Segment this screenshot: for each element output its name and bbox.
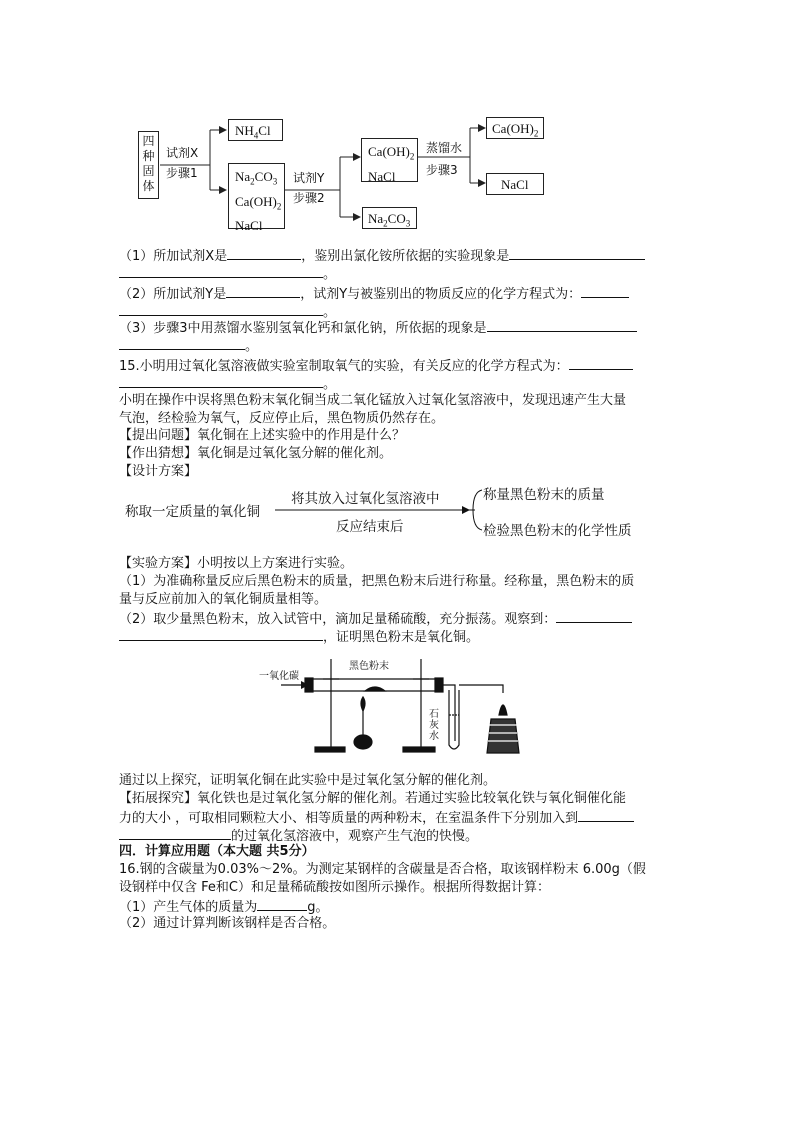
period: 。	[323, 305, 337, 320]
section-text: 氧化铁也是过氧化氢分解的催化剂。若通过实验比较氧化铁与氧化铜催化能	[197, 791, 627, 806]
nh4cl-part: Cl	[258, 123, 271, 138]
q16-text: （1）产生气体的质量为	[119, 900, 258, 915]
co-label: 一氧化碳	[259, 671, 299, 682]
q15-extension-line2	[119, 808, 634, 828]
q14-part1-line2	[119, 264, 336, 284]
answer-blank[interactable]	[487, 318, 637, 332]
formula-part: Na	[368, 211, 384, 226]
mix2-line	[368, 142, 417, 167]
formula-part: Ca(OH)	[492, 121, 534, 136]
mix1-line	[235, 216, 284, 235]
formula-part: Ca(OH)	[235, 193, 277, 209]
answer-blank[interactable]	[227, 246, 301, 260]
flowchart-lines	[0, 0, 794, 240]
mixture-1-box	[228, 163, 285, 234]
scheme-arrows	[270, 480, 490, 540]
scheme-above-text: 将其放入过氧化氢溶液中	[291, 491, 440, 507]
formula-part: NaCl	[235, 218, 263, 234]
q14-text: （2）所加试剂Y是	[119, 287, 227, 302]
formula-sub: 3	[272, 176, 278, 187]
q14-part3-line1	[119, 318, 637, 338]
apparatus-figure	[253, 645, 529, 757]
reagent-y-label: 试剂Y	[293, 171, 325, 185]
section4-heading: 四．计算应用题（本大题 共5分）	[119, 844, 315, 859]
q14-text: ，鉴别出氯化铵所依据的实验现象是	[301, 249, 510, 264]
q15-e2-line2	[119, 627, 479, 647]
nacl-box	[486, 173, 544, 195]
q15-text: 力的大小 ，可取相同颗粒大小、相等质量的两种粉末，在室温条件下分别加入到	[119, 811, 579, 826]
mixture-2-box	[361, 138, 418, 182]
nh4cl-part: NH	[235, 123, 254, 138]
caoh2-box	[486, 117, 544, 139]
answer-blank[interactable]	[569, 356, 633, 370]
answer-blank[interactable]	[119, 826, 231, 840]
nh4cl-box	[228, 119, 283, 141]
formula-part: NaCl	[501, 177, 529, 192]
q15-hypothesis-line	[119, 445, 392, 463]
q15-experiment-line	[119, 555, 353, 573]
apparatus-drawing	[253, 645, 529, 757]
four-solids-label: 四种固体	[142, 134, 155, 193]
section-text: 小明按以上方案进行实验。	[197, 556, 354, 571]
four-solids-box	[138, 131, 159, 199]
formula-sub: 2	[409, 151, 415, 162]
period: 。	[245, 339, 259, 354]
section-label: 【作出猜想】	[119, 446, 198, 461]
q16-part2: （2）通过计算判断该钢样是否合格。	[119, 916, 336, 931]
q16-line2: 设钢样中仅含 Fe和C）和足量稀硫酸按如图所示操作。根据所得数据计算：	[119, 880, 550, 895]
answer-blank[interactable]	[257, 897, 307, 911]
period: 。	[323, 267, 337, 282]
limewater-label: 石灰水	[429, 709, 439, 742]
q15-text: 的过氧化氢溶液中，观察产生气泡的快慢。	[231, 829, 479, 844]
nh4cl-sub: 4	[253, 130, 259, 141]
step1-label: 步骤1	[166, 166, 198, 180]
answer-blank[interactable]	[119, 264, 323, 278]
mix2-line	[368, 167, 417, 186]
step3-label: 步骤3	[426, 163, 458, 177]
answer-blank[interactable]	[119, 336, 245, 350]
q14-part1-line1	[119, 246, 645, 266]
q15-intro: 15.小明用过氧化氢溶液做实验室制取氧气的实验，有关反应的化学方程式为：	[119, 359, 569, 374]
reagent-x-label: 试剂X	[166, 146, 199, 160]
q15-para1-line2: 气泡，经检验为氧气，反应停止后，黑色物质仍然存在。	[119, 411, 445, 426]
scheme-left-text: 称取一定质量的氧化铜	[125, 504, 260, 520]
q14-text: （1）所加试剂X是	[119, 249, 228, 264]
q14-text: （3）步骤3中用蒸馏水鉴别氢氧化钙和氯化钠，所依据的现象是	[119, 321, 487, 336]
q15-para1-line1: 小明在操作中误将黑色粉末氧化铜当成二氧化锰放入过氧化氢溶液中，发现迅速产生大量	[119, 393, 627, 408]
distilled-water-label: 蒸馏水	[426, 141, 463, 155]
q15-text: （2）取少量黑色粉末，放入试管中，滴加足量稀硫酸，充分振荡。观察到：	[119, 612, 557, 627]
formula-part: Ca(OH)	[368, 144, 410, 159]
mix1-line	[235, 192, 284, 217]
scheme-below-text: 反应结束后	[336, 519, 404, 535]
answer-blank[interactable]	[119, 627, 323, 641]
formula-part: CO	[387, 211, 406, 226]
q15-e1-line2: 量与反应前加入的氧化铜质量相等。	[119, 592, 328, 607]
answer-blank[interactable]	[226, 284, 300, 298]
answer-blank[interactable]	[119, 374, 323, 388]
section-label: 【拓展探究】	[119, 791, 198, 806]
answer-blank[interactable]	[509, 246, 645, 260]
step2-label: 步骤2	[293, 191, 325, 205]
q15-e2-line1	[119, 609, 632, 629]
formula-part: Na	[235, 169, 251, 184]
q15-intro-line	[119, 356, 633, 376]
answer-blank[interactable]	[578, 808, 634, 822]
q16-line1: 16.钢的含碳量为0.03%～2%。为测定某钢样的含碳量是否合格，取该钢样粉末 6.00g（假	[119, 862, 646, 877]
formula-sub: 3	[405, 218, 411, 229]
q14-part2-line1	[119, 284, 629, 304]
q15-extension-line1	[119, 790, 626, 808]
q15-text: ，证明黑色粉末是氧化铜。	[323, 630, 480, 645]
scheme-top-result: 称量黑色粉末的质量	[483, 487, 605, 503]
answer-blank[interactable]	[581, 284, 629, 298]
formula-sub: 2	[533, 128, 539, 139]
answer-blank[interactable]	[119, 302, 323, 316]
q15-question-line	[119, 427, 405, 445]
formula-sub: 2	[276, 201, 282, 212]
black-powder-label: 黑色粉末	[349, 661, 389, 672]
section-text: 氧化铜是过氧化氢分解的催化剂。	[197, 446, 393, 461]
q16-text: g。	[307, 900, 329, 915]
section-label: 【提出问题】	[119, 428, 198, 443]
na2co3-box	[362, 207, 417, 229]
formula-sub: 2	[383, 218, 388, 229]
section-label: 【设计方案】	[119, 464, 198, 479]
scheme-bottom-result: 检验黑色粉末的化学性质	[483, 523, 632, 539]
formula-part: NaCl	[368, 168, 396, 184]
formula-sub: 2	[250, 176, 255, 187]
q15-intro-line2	[119, 374, 336, 394]
q14-text: ，试剂Y与被鉴别出的物质反应的化学方程式为：	[300, 287, 582, 302]
q14-part3-line2	[119, 336, 258, 356]
q15-conclusion: 通过以上探究，证明氧化铜在此实验中是过氧化氢分解的催化剂。	[119, 773, 497, 788]
q15-e1-line1: （1）为准确称量反应后黑色粉末的质量，把黑色粉末后进行称量。经称量，黑色粉末的质	[119, 574, 635, 589]
section-text: 氧化铜在上述实验中的作用是什么？	[197, 428, 406, 443]
q16-part1	[119, 897, 329, 917]
mix1-line	[235, 167, 284, 192]
section-label: 【实验方案】	[119, 556, 198, 571]
period: 。	[323, 377, 337, 392]
formula-part: CO	[254, 169, 273, 184]
answer-blank[interactable]	[556, 609, 632, 623]
q15-design-line	[119, 463, 197, 481]
